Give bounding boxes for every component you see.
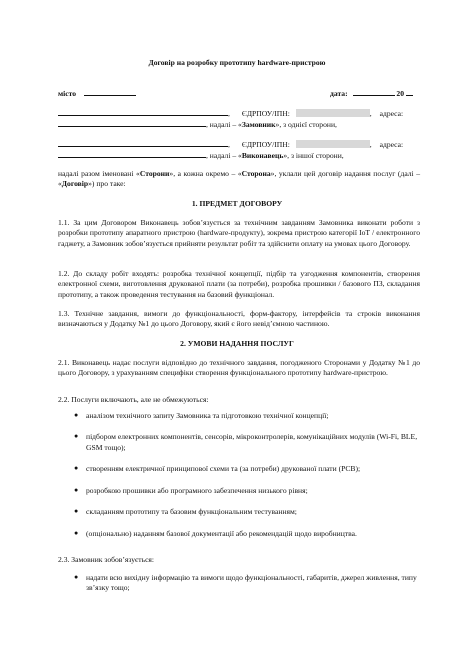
list-item: ● підбором електронних компонентів, сенсорів, мікроконтролерів, комунікаційних модулів (Wi-Fi, BLE, GSM тощо); — [74, 432, 418, 452]
party2-line1: , ЄДРПОУ/ІПН: , адреса: — [58, 139, 403, 150]
clause-2-2: 2.2. Послуги включають, але не обмежуються: — [58, 395, 209, 404]
section1-heading: 1. ПРЕДМЕТ ДОГОВОРУ — [191, 199, 283, 208]
list-item: ● створенням електричної принципової схеми та (за потреби) друкованої плати (PCB); — [74, 464, 361, 474]
section2-heading: 2. УМОВИ НАДАННЯ ПОСЛУГ — [180, 339, 294, 348]
bullet-icon: ● — [74, 507, 79, 516]
party2-edrpou-value — [296, 140, 370, 148]
list-item: ● (опціонально) наданням базової документації або рекомендацій щодо виробництва. — [74, 528, 357, 538]
document-title: Договір на розробку прототипу hardware-пристрою — [148, 58, 326, 67]
city-blank — [84, 88, 136, 96]
obligations-list — [58, 573, 420, 594]
party2-address-label: адреса: — [379, 140, 404, 149]
clause-1-1: 1.1. За цим Договором Виконавець зобов’язується за технічним завданням Замовника виконати роботи з розробки прототипу апаратного пристрою (hardware-продукту), зокрема пристрою категорії IoT / електронного гаджету, а Замовник зобов’язується прийняти результат робіт та здійснити оплату на умовах цього Договору. — [58, 218, 420, 248]
city-field — [58, 88, 136, 99]
clause-2-1: 2.1. Виконавець надає послуги відповідно до технічного завдання, погодженого Сторонами у Додатку №1 до цього Договору, з урахуванням специфіки створення функціонального прототипу hardware-пристрою. — [58, 358, 420, 378]
bullet-icon: ● — [74, 485, 79, 494]
party1-address-blank — [58, 119, 206, 127]
party1-role: Замовник — [241, 120, 276, 129]
party2-line2: , надалі – «Виконавець», з іншої сторони, — [58, 150, 344, 161]
party2-edrpou-label: ЄДРПОУ/ІПН: — [241, 140, 290, 149]
party1-edrpou-value — [296, 109, 370, 117]
party2-name-blank — [58, 139, 228, 147]
services-list — [58, 411, 420, 539]
list-item: ● надати всю вихідну інформацію та вимоги щодо функціональності, габаритів, джерел живлення, типу зв’язку тощо; — [74, 573, 417, 593]
bullet-icon: ● — [74, 432, 79, 441]
list-item: ● складанням прототипу та базовим функціональним тестуванням; — [74, 507, 297, 517]
year-blank — [406, 88, 413, 96]
party1-edrpou-label: ЄДРПОУ/ІПН: — [241, 109, 290, 118]
list-item: ● аналізом технічного запиту Замовника та підготовкою технічної концепції; — [74, 411, 329, 420]
year-prefix: 20 — [396, 89, 404, 98]
party1-line2: , надалі – «Замовник», з однієї сторони, — [58, 119, 337, 130]
list-item: ● розробкою прошивки або програмного забезпечення низького рівня; — [74, 485, 308, 495]
party1-line1: , ЄДРПОУ/ІПН: , адреса: — [58, 108, 403, 119]
clause-1-2: 1.2. До складу робіт входять: розробка технічної концепції, підбір та узгодження компонентів, створення електронної схеми, виготовлення друкованої плати (за потреби), розробка прошивки / базового ПЗ, складання прототипу, а також проведення тестування на базовий функціонал. — [58, 269, 420, 299]
bullet-icon: ● — [74, 528, 79, 537]
date-label: дата — [330, 89, 346, 98]
date-blank — [353, 88, 395, 96]
clause-1-3: 1.3. Технічне завдання, вимоги до функціональності, форм-фактору, інтерфейсів та строків виконання визначаються у Додатку №1 до цього Договору, який є його невід’ємною частиною. — [58, 309, 420, 329]
party1-address-label: адреса: — [379, 109, 404, 118]
party2-address-blank — [58, 150, 206, 158]
bullet-icon: ● — [74, 573, 79, 581]
city-label: місто — [58, 89, 77, 98]
date-field: дата: 20 — [330, 88, 413, 99]
party1-name-blank — [58, 108, 228, 116]
preamble: надалі разом іменовані «Сторони», а кожна окремо – «Сторона», уклали цей договір надання послуг (далі – «Договір») про таке: — [58, 169, 420, 189]
party2-role: Виконавець — [241, 151, 284, 160]
clause-2-3: 2.3. Замовник зобов’язується: — [58, 555, 155, 564]
bullet-icon: ● — [74, 464, 79, 473]
bullet-icon: ● — [74, 411, 79, 419]
